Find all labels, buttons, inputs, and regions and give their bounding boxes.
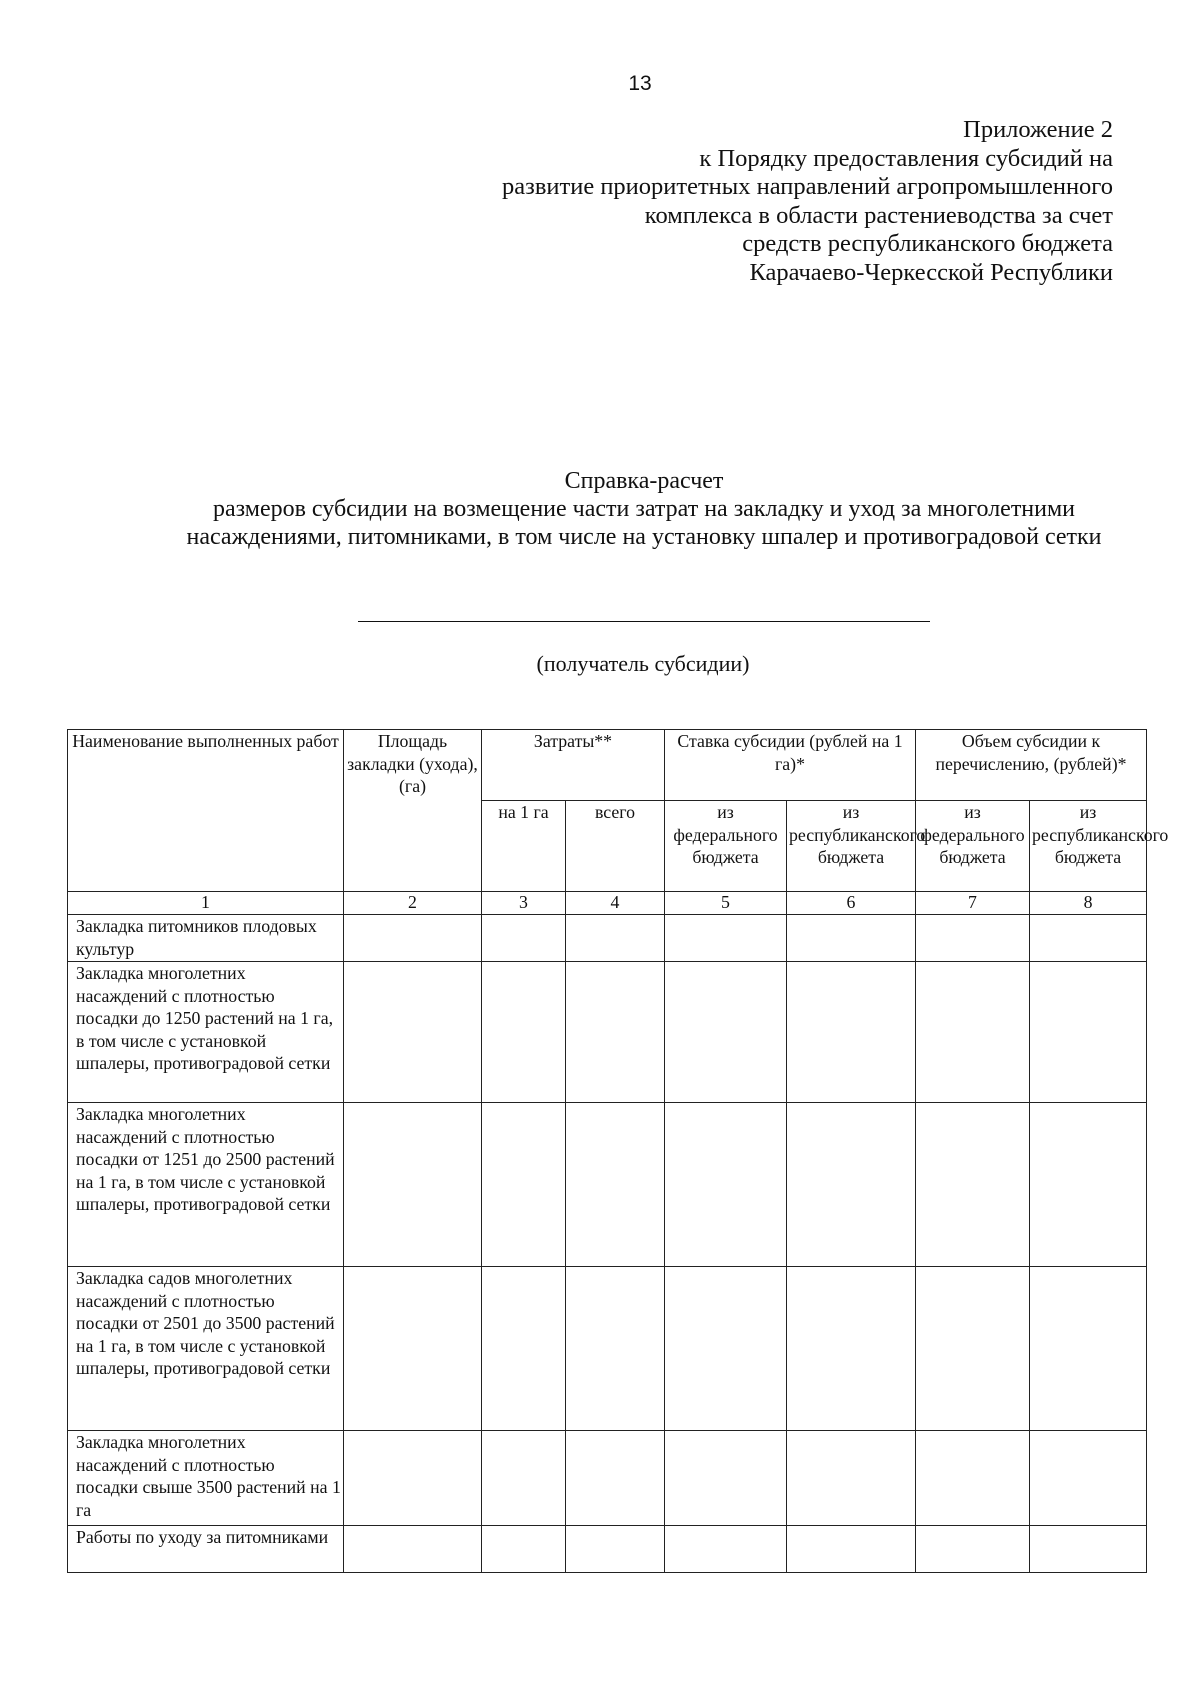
appendix-line: Карачаево-Черкесской Республики — [749, 258, 1113, 286]
appendix-line: к Порядку предоставления субсидий на — [699, 144, 1113, 172]
table-cell — [344, 1267, 482, 1431]
table-cell — [1030, 1526, 1147, 1573]
table-cell — [787, 1103, 916, 1267]
table-cell — [344, 1431, 482, 1526]
table-cell — [787, 1526, 916, 1573]
work-name-cell: Работы по уходу за питомниками — [68, 1526, 344, 1573]
table-cell — [566, 1267, 665, 1431]
table-cell — [344, 1526, 482, 1573]
appendix-line: развитие приоритетных направлений агропромышленного — [502, 173, 1113, 200]
table-row — [68, 915, 1147, 962]
column-number: 8 — [1030, 892, 1147, 915]
table-cell — [916, 915, 1030, 962]
table-cell — [482, 962, 566, 1103]
table-row — [68, 962, 1147, 1103]
table-cell — [665, 1526, 787, 1573]
appendix-line: Приложение 2 — [963, 116, 1113, 143]
table-cell — [787, 1267, 916, 1431]
appendix-line: средств республиканского бюджета — [742, 230, 1113, 257]
table-cell — [566, 915, 665, 962]
subsidy-calculation-table — [67, 729, 1169, 1573]
title-line: насаждениями, питомниками, в том числе на установку шпалер и противоградовой сетки — [186, 524, 1102, 550]
table-cell — [1030, 1103, 1147, 1267]
header-rate-federal: из федерального бюджета — [665, 801, 787, 892]
table-row — [68, 1431, 1147, 1526]
work-name-cell: Закладка многолетних насаждений с плотностью посадки свыше 3500 растений на 1 га — [68, 1431, 344, 1526]
table-cell — [787, 915, 916, 962]
table-cell — [1030, 1267, 1147, 1431]
title-heading: Справка-расчет — [564, 468, 724, 494]
table-row — [68, 1267, 1147, 1431]
appendix-block — [502, 116, 1113, 287]
column-number: 5 — [665, 892, 787, 915]
header-volume-federal: из федерального бюджета — [916, 801, 1030, 892]
table-cell — [665, 915, 787, 962]
header-volume-republic: из республиканского бюджета — [1030, 801, 1147, 892]
page-number: 13 — [628, 72, 652, 95]
table-cell — [344, 1103, 482, 1267]
table-cell — [1030, 962, 1147, 1103]
table-cell — [482, 915, 566, 962]
table-cell — [916, 962, 1030, 1103]
table-cell — [916, 1267, 1030, 1431]
header-costs-total: всего — [566, 801, 665, 892]
table-cell — [787, 962, 916, 1103]
column-number: 4 — [566, 892, 665, 915]
column-number: 2 — [344, 892, 482, 915]
table-cell — [344, 962, 482, 1103]
table-cell — [566, 1103, 665, 1267]
recipient-blank-line — [358, 621, 930, 622]
table-cell — [566, 1526, 665, 1573]
table-cell — [482, 1526, 566, 1573]
table-row — [68, 1103, 1147, 1267]
column-number: 1 — [68, 892, 344, 915]
header-costs-per-ha: на 1 га — [482, 801, 566, 892]
table-cell — [916, 1103, 1030, 1267]
work-name-cell: Закладка многолетних насаждений с плотностью посадки до 1250 растений на 1 га, в том числе с установкой шпалеры, противоградовой сетки — [68, 962, 344, 1103]
column-number: 3 — [482, 892, 566, 915]
table-cell — [665, 1267, 787, 1431]
table-cell — [566, 1431, 665, 1526]
table-cell — [482, 1431, 566, 1526]
recipient-caption: (получатель субсидии) — [536, 651, 750, 676]
table-cell — [916, 1431, 1030, 1526]
work-name-cell: Закладка садов многолетних насаждений с плотностью посадки от 2501 до 3500 растений на 1 га, в том числе с установкой шпалеры, противоградовой сетки — [68, 1267, 344, 1431]
table-row — [68, 1526, 1147, 1573]
table-cell — [916, 1526, 1030, 1573]
table-cell — [482, 1267, 566, 1431]
column-number: 6 — [787, 892, 916, 915]
table-cell — [482, 1103, 566, 1267]
table-cell — [1030, 915, 1147, 962]
header-costs: Затраты** — [482, 730, 665, 801]
table-cell — [344, 915, 482, 962]
table-cell — [787, 1431, 916, 1526]
table-cell — [665, 962, 787, 1103]
header-subsidy-rate: Ставка субсидии (рублей на 1 га)* — [665, 730, 916, 801]
work-name-cell: Закладка многолетних насаждений с плотностью посадки от 1251 до 2500 растений на 1 га, в том числе с установкой шпалеры, противоградовой сетки — [68, 1103, 344, 1267]
table-cell — [665, 1103, 787, 1267]
header-area: Площадь закладки (ухода), (га) — [344, 730, 482, 892]
table-cell — [1030, 1431, 1147, 1526]
table-cell — [665, 1431, 787, 1526]
document-title — [0, 467, 1200, 551]
column-number-row — [68, 892, 1147, 915]
title-line: размеров субсидии на возмещение части затрат на закладку и уход за многолетними — [212, 496, 1076, 522]
table-cell — [566, 962, 665, 1103]
work-name-cell: Закладка питомников плодовых культур — [68, 915, 344, 962]
appendix-line: комплекса в области растениеводства за счет — [644, 201, 1113, 229]
header-rate-republic: из республиканского бюджета — [787, 801, 916, 892]
column-number: 7 — [916, 892, 1030, 915]
header-work-name: Наименование выполненных работ — [68, 730, 344, 892]
header-subsidy-volume: Объем субсидии к перечислению, (рублей)* — [916, 730, 1147, 801]
